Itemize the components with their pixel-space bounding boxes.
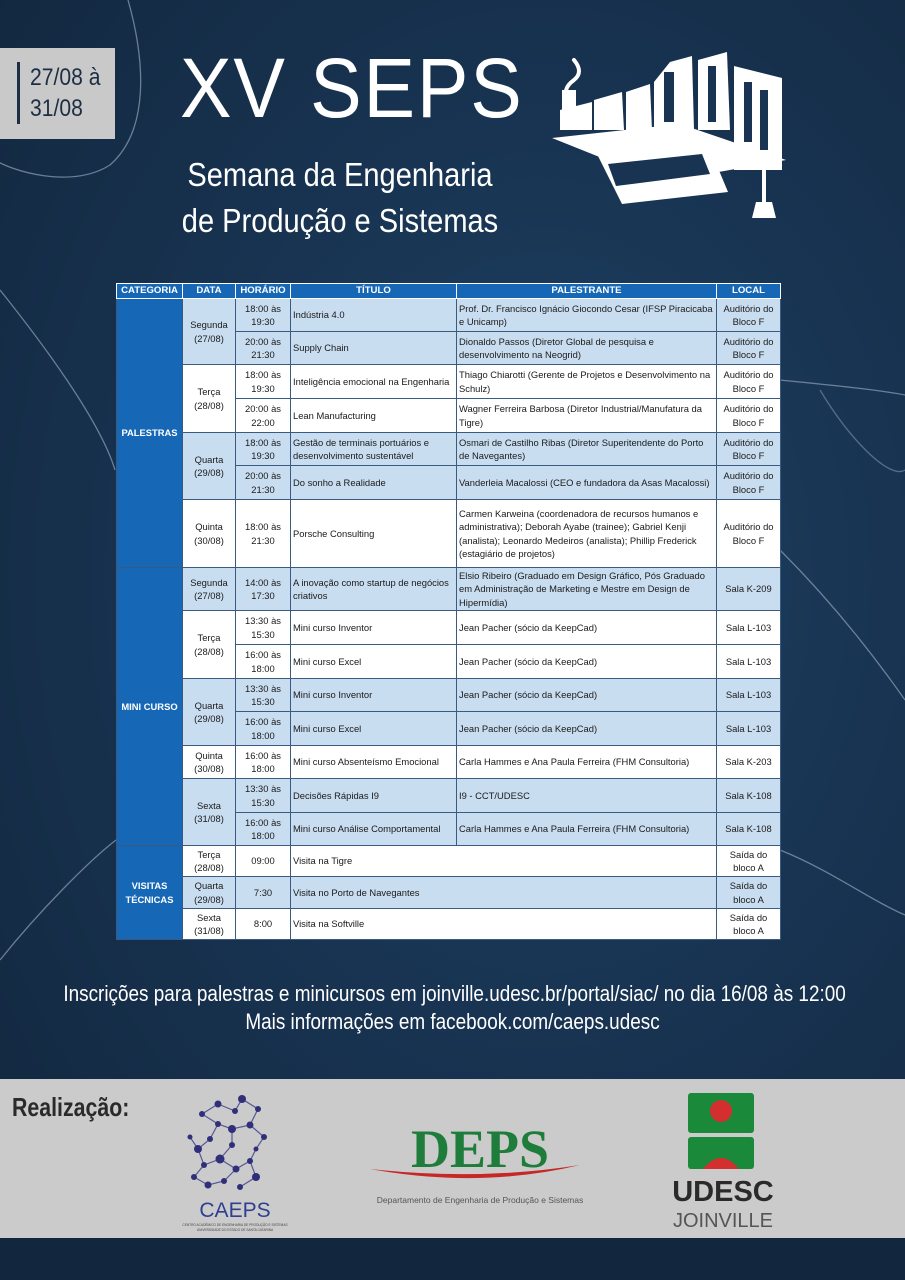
day-cell: Segunda (27/08) <box>183 568 236 611</box>
day-cell: Quinta (30/08) <box>183 746 236 779</box>
udesc-logo <box>648 1091 798 1231</box>
deps-name: DEPS <box>410 1119 550 1179</box>
speaker-cell: Thiago Chiarotti (Gerente de Projetos e Desenvolvimento na Schulz) <box>457 365 717 399</box>
title-cell: Mini curso Excel <box>291 645 457 679</box>
category-palestras: PALESTRAS <box>117 299 183 568</box>
title-cell: Porsche Consulting <box>291 500 457 568</box>
title-cell: Mini curso Excel <box>291 712 457 746</box>
date-line-2: 31/08 <box>30 95 83 122</box>
title-cell: Decisões Rápidas I9 <box>291 779 457 813</box>
table-row <box>117 611 781 645</box>
header-palestrante: PALESTRANTE <box>457 284 717 299</box>
local-cell: Auditório do Bloco F <box>717 365 781 399</box>
day-cell: Sexta (31/08) <box>183 779 236 846</box>
time-cell: 8:00 <box>236 909 291 940</box>
caeps-logo <box>180 1089 290 1234</box>
table-row <box>117 779 781 813</box>
date-range <box>30 62 102 124</box>
title-cell: Supply Chain <box>291 332 457 365</box>
speaker-cell: Jean Pacher (sócio da KeepCad) <box>457 679 717 712</box>
local-cell: Saída do bloco A <box>717 909 781 940</box>
local-cell: Sala K-203 <box>717 746 781 779</box>
local-cell: Auditório do Bloco F <box>717 332 781 365</box>
local-cell: Sala L-103 <box>717 611 781 645</box>
time-cell: 18:00 às 19:30 <box>236 433 291 466</box>
subtitle-line-2: de Produção e Sistemas <box>181 202 499 239</box>
time-cell: 7:30 <box>236 877 291 909</box>
local-cell: Sala K-108 <box>717 813 781 846</box>
category-mini-curso: MINI CURSO <box>117 568 183 846</box>
title-cell: Mini curso Inventor <box>291 679 457 712</box>
title-cell: Mini curso Análise Comportamental <box>291 813 457 846</box>
speaker-cell: Jean Pacher (sócio da KeepCad) <box>457 645 717 679</box>
local-cell: Saída do bloco A <box>717 846 781 877</box>
speaker-cell: Wagner Ferreira Barbosa (Diretor Industrial/Manufatura da Tigre) <box>457 399 717 433</box>
time-cell: 14:00 às 17:30 <box>236 568 291 611</box>
table-header-row <box>117 284 781 299</box>
schedule-table <box>116 283 781 940</box>
time-cell: 16:00 às 18:00 <box>236 645 291 679</box>
caeps-sub-2: UNIVERSIDADE DO ESTADO DE SANTA CATARINA <box>196 1228 274 1232</box>
header-horario: HORÁRIO <box>236 284 291 299</box>
time-cell: 13:30 às 15:30 <box>236 679 291 712</box>
udesc-name: UDESC <box>672 1176 774 1208</box>
caeps-name: CAEPS <box>199 1199 271 1222</box>
speaker-cell: Jean Pacher (sócio da KeepCad) <box>457 712 717 746</box>
event-subtitle <box>182 152 499 244</box>
day-cell: Terça (28/08) <box>183 846 236 877</box>
title-cell: Mini curso Absenteísmo Emocional <box>291 746 457 779</box>
local-cell: Auditório do Bloco F <box>717 433 781 466</box>
table-row <box>117 433 781 466</box>
header-categoria: CATEGORIA <box>117 284 183 299</box>
udesc-city: JOINVILLE <box>672 1210 774 1231</box>
local-cell: Auditório do Bloco F <box>717 500 781 568</box>
table-row <box>117 365 781 399</box>
local-cell: Auditório do Bloco F <box>717 466 781 500</box>
local-cell: Sala K-209 <box>717 568 781 611</box>
time-cell: 20:00 às 22:00 <box>236 399 291 433</box>
table-row <box>117 679 781 712</box>
local-cell: Sala L-103 <box>717 645 781 679</box>
time-cell: 09:00 <box>236 846 291 877</box>
local-cell: Sala L-103 <box>717 679 781 712</box>
title-cell: Mini curso Inventor <box>291 611 457 645</box>
title-cell: Gestão de terminais portuários e desenvolvimento sustentável <box>291 433 457 466</box>
speaker-cell: Prof. Dr. Francisco Ignácio Giocondo Cesar (IFSP Piracicaba e Unicamp) <box>457 299 717 332</box>
time-cell: 16:00 às 18:00 <box>236 746 291 779</box>
header-data: DATA <box>183 284 236 299</box>
speaker-cell: Elsio Ribeiro (Graduado em Design Gráfico, Pós Graduado em Administração de Marketing e Mestre em Design de Hipermídia) <box>457 568 717 611</box>
title-cell: Inteligência emocional na Engenharia <box>291 365 457 399</box>
factory-graduation-cap-icon <box>552 52 786 230</box>
category-visitas-tecnicas: VISITAS TÉCNICAS <box>117 846 183 940</box>
speaker-cell: Vanderleia Macalossi (CEO e fundadora da Asas Macalossi) <box>457 466 717 500</box>
registration-info <box>0 980 905 1036</box>
title-cell: Visita no Porto de Navegantes <box>291 877 717 909</box>
speaker-cell: Dionaldo Passos (Diretor Global de pesquisa e desenvolvimento na Neogrid) <box>457 332 717 365</box>
time-cell: 20:00 às 21:30 <box>236 466 291 500</box>
day-cell: Quarta (29/08) <box>183 679 236 746</box>
deps-logo <box>360 1117 600 1217</box>
more-info-line: Mais informações em facebook.com/caeps.udesc <box>245 1009 660 1034</box>
speaker-cell: I9 - CCT/UDESC <box>457 779 717 813</box>
local-cell: Sala K-108 <box>717 779 781 813</box>
time-cell: 13:30 às 15:30 <box>236 611 291 645</box>
table-row <box>117 500 781 568</box>
realizacao-label: Realização: <box>12 1092 130 1122</box>
day-cell: Segunda (27/08) <box>183 299 236 365</box>
time-cell: 18:00 às 19:30 <box>236 365 291 399</box>
day-cell: Quinta (30/08) <box>183 500 236 568</box>
speaker-cell: Carla Hammes e Ana Paula Ferreira (FHM Consultoria) <box>457 813 717 846</box>
speaker-cell: Osmari de Castilho Ribas (Diretor Superitendente do Porto de Navegantes) <box>457 433 717 466</box>
day-cell: Terça (28/08) <box>183 611 236 679</box>
day-cell: Quarta (29/08) <box>183 877 236 909</box>
title-cell: Visita na Softville <box>291 909 717 940</box>
time-cell: 16:00 às 18:00 <box>236 813 291 846</box>
event-title: XV SEPS <box>180 41 524 135</box>
local-cell: Auditório do Bloco F <box>717 299 781 332</box>
title-cell: Indústria 4.0 <box>291 299 457 332</box>
registration-line: Inscrições para palestras e minicursos em joinville.udesc.br/portal/siac/ no dia 16/08 às 12:00 <box>63 981 846 1006</box>
header-local: LOCAL <box>717 284 781 299</box>
table-row <box>117 299 781 332</box>
title-cell: Lean Manufacturing <box>291 399 457 433</box>
local-cell: Auditório do Bloco F <box>717 399 781 433</box>
header-titulo: TÍTULO <box>291 284 457 299</box>
date-line-1: 27/08 à <box>30 64 101 91</box>
speaker-cell: Jean Pacher (sócio da KeepCad) <box>457 611 717 645</box>
time-cell: 16:00 às 18:00 <box>236 712 291 746</box>
caeps-sub-1: CENTRO ACADÊMICO DE ENGENHARIA DE PRODUÇÃO E SISTEMAS <box>182 1223 288 1227</box>
time-cell: 20:00 às 21:30 <box>236 332 291 365</box>
table-row <box>117 568 781 611</box>
deps-sub: Departamento de Engenharia de Produção e Sistemas <box>376 1195 584 1205</box>
local-cell: Sala L-103 <box>717 712 781 746</box>
local-cell: Saída do bloco A <box>717 877 781 909</box>
table-row <box>117 909 781 940</box>
time-cell: 18:00 às 19:30 <box>236 299 291 332</box>
title-cell: Do sonho a Realidade <box>291 466 457 500</box>
subtitle-line-1: Semana da Engenharia <box>187 156 493 193</box>
footer-sponsors <box>0 1079 905 1238</box>
day-cell: Quarta (29/08) <box>183 433 236 500</box>
footer-band <box>0 1238 905 1280</box>
speaker-cell: Carmen Karweina (coordenadora de recursos humanos e administrativa); Deborah Ayabe (trainee); Gabriel Kenji (analista); Leonardo Medeiros (analista); Phillip Frederick (estagiário de projetos) <box>457 500 717 568</box>
title-cell: Visita na Tigre <box>291 846 717 877</box>
day-cell: Sexta (31/08) <box>183 909 236 940</box>
table-row <box>117 846 781 877</box>
day-cell: Terça (28/08) <box>183 365 236 433</box>
date-badge <box>0 48 115 139</box>
time-cell: 18:00 às 21:30 <box>236 500 291 568</box>
speaker-cell: Carla Hammes e Ana Paula Ferreira (FHM Consultoria) <box>457 746 717 779</box>
title-cell: A inovação como startup de negócios criativos <box>291 568 457 611</box>
table-row <box>117 746 781 779</box>
time-cell: 13:30 às 15:30 <box>236 779 291 813</box>
date-badge-bar <box>17 62 20 124</box>
table-row <box>117 877 781 909</box>
